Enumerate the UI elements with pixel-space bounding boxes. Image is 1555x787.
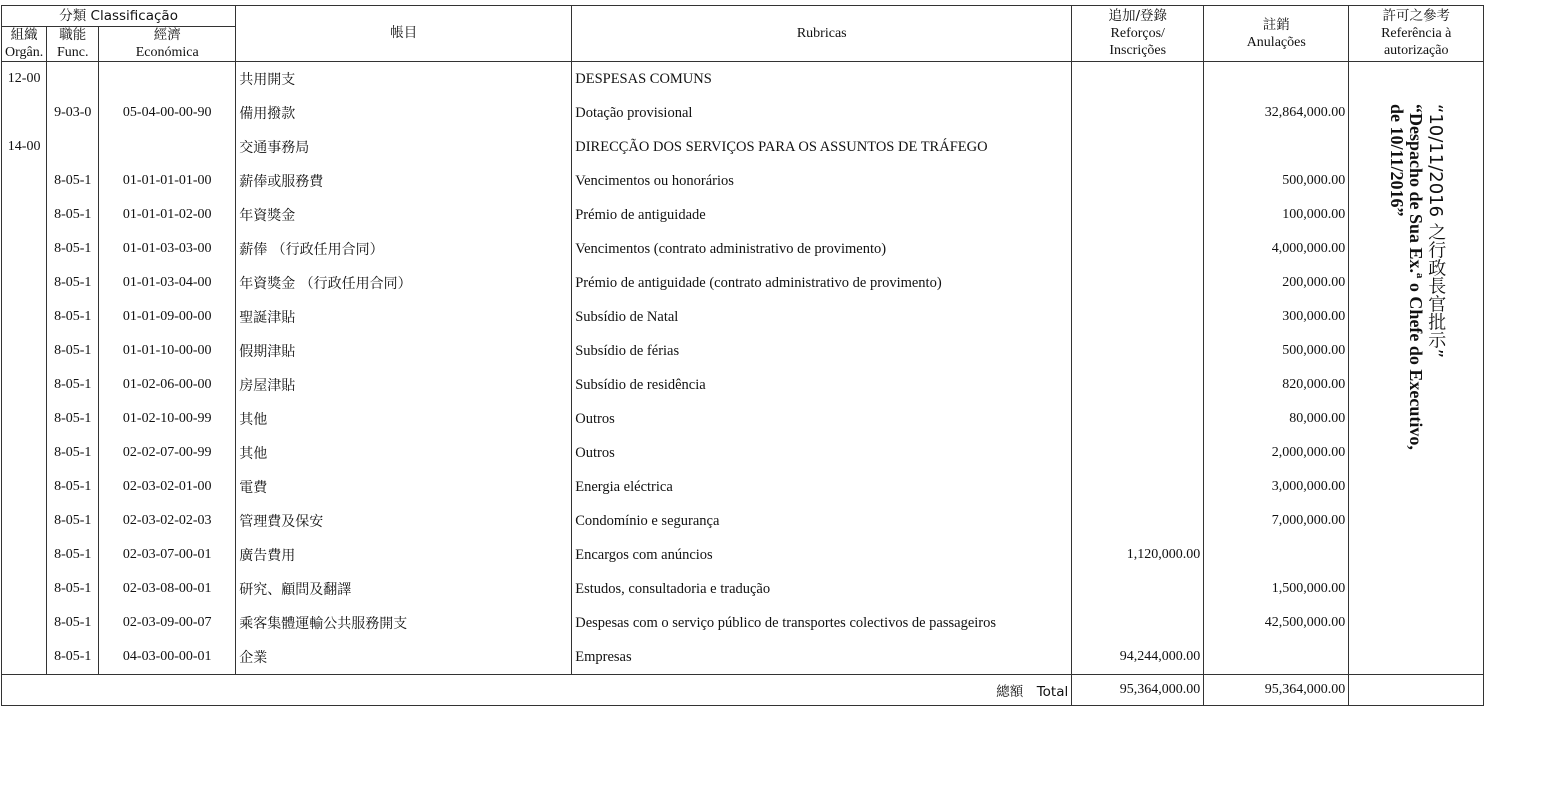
account-name-zh: 假期津貼: [236, 334, 572, 368]
reinforcement-amount: [1072, 130, 1204, 164]
cancellation-amount: 200,000.00: [1204, 266, 1349, 300]
org-code: [2, 504, 47, 538]
account-name-zh: 年資獎金 （行政任用合同）: [236, 266, 572, 300]
reinforcement-amount: [1072, 164, 1204, 198]
table-row: [2, 198, 1484, 232]
authorization-header: 許可之參考 Referência à autorização: [1349, 6, 1484, 62]
cancellation-amount: 100,000.00: [1204, 198, 1349, 232]
rubrica-name: Dotação provisional: [572, 96, 1072, 130]
cancellation-amount: 80,000.00: [1204, 402, 1349, 436]
org-code: [2, 96, 47, 130]
reinforcement-amount: [1072, 470, 1204, 504]
account-name-zh: 其他: [236, 436, 572, 470]
table-row: [2, 130, 1484, 164]
account-name-zh: 交通事務局: [236, 130, 572, 164]
econ-code: 01-01-01-01-00: [99, 164, 236, 198]
cancellation-amount: [1204, 538, 1349, 572]
table-row: [2, 504, 1484, 538]
org-code: [2, 266, 47, 300]
econ-code: 05-04-00-00-90: [99, 96, 236, 130]
account-name-zh: 薪俸 （行政任用合同）: [236, 232, 572, 266]
account-name-zh: 薪俸或服務費: [236, 164, 572, 198]
func-code: 8-05-1: [47, 504, 99, 538]
table-row: [2, 62, 1484, 97]
econ-code: 01-02-06-00-00: [99, 368, 236, 402]
rubrica-name: Empresas: [572, 640, 1072, 675]
rubrica-name: Subsídio de férias: [572, 334, 1072, 368]
account-name-zh: 共用開支: [236, 62, 572, 97]
org-code: [2, 538, 47, 572]
rubrica-name: Encargos com anúncios: [572, 538, 1072, 572]
econ-code: 01-01-03-04-00: [99, 266, 236, 300]
rubrica-name: Estudos, consultadoria e tradução: [572, 572, 1072, 606]
authorization-reference: [1349, 62, 1484, 675]
reinforcement-amount: [1072, 232, 1204, 266]
table-row: [2, 436, 1484, 470]
cancellation-amount: 32,864,000.00: [1204, 96, 1349, 130]
func-header: 職能 Func.: [47, 27, 99, 62]
account-name-zh: 房屋津貼: [236, 368, 572, 402]
table-row: [2, 232, 1484, 266]
org-code: [2, 164, 47, 198]
func-code: 8-05-1: [47, 368, 99, 402]
cancellation-amount: 2,000,000.00: [1204, 436, 1349, 470]
table-row: [2, 538, 1484, 572]
econ-code: 04-03-00-00-01: [99, 640, 236, 675]
cancellation-amount: 1,500,000.00: [1204, 572, 1349, 606]
reinforcement-amount: [1072, 334, 1204, 368]
reinforcement-amount: [1072, 402, 1204, 436]
cancellation-amount: 500,000.00: [1204, 164, 1349, 198]
func-code: [47, 130, 99, 164]
func-code: 8-05-1: [47, 232, 99, 266]
func-code: 8-05-1: [47, 266, 99, 300]
reinforcement-amount: [1072, 572, 1204, 606]
budget-table: [1, 5, 1484, 706]
func-code: 9-03-0: [47, 96, 99, 130]
account-name-zh: 電費: [236, 470, 572, 504]
func-code: [47, 62, 99, 97]
cancellation-amount: 300,000.00: [1204, 300, 1349, 334]
rubrica-name: Prémio de antiguidade (contrato administrativo de provimento): [572, 266, 1072, 300]
table-row: [2, 402, 1484, 436]
reinforcement-amount: [1072, 368, 1204, 402]
table-body: [2, 62, 1484, 706]
econ-code: 02-03-08-00-01: [99, 572, 236, 606]
org-code: 14-00: [2, 130, 47, 164]
func-code: 8-05-1: [47, 402, 99, 436]
reinforcement-amount: [1072, 504, 1204, 538]
econ-code: [99, 130, 236, 164]
account-name-zh: 聖誕津貼: [236, 300, 572, 334]
total-row: [2, 675, 1484, 706]
func-code: 8-05-1: [47, 198, 99, 232]
rubrica-name: Despesas com o serviço público de transportes colectivos de passageiros: [572, 606, 1072, 640]
table-row: [2, 640, 1484, 675]
reinforcement-amount: [1072, 606, 1204, 640]
cancellation-amount: 7,000,000.00: [1204, 504, 1349, 538]
rubrica-name: Outros: [572, 436, 1072, 470]
econ-code: 02-03-09-00-07: [99, 606, 236, 640]
func-code: 8-05-1: [47, 334, 99, 368]
total-label: 總額 Total: [2, 675, 1072, 706]
total-reinforcement: 95,364,000.00: [1072, 675, 1204, 706]
account-header: 帳目: [236, 6, 572, 62]
org-code: [2, 198, 47, 232]
econ-code: 01-01-03-03-00: [99, 232, 236, 266]
rubrica-name: Condomínio e segurança: [572, 504, 1072, 538]
cancellation-amount: 3,000,000.00: [1204, 470, 1349, 504]
econ-code: [99, 62, 236, 97]
org-code: [2, 436, 47, 470]
account-name-zh: 備用撥款: [236, 96, 572, 130]
cancellation-header: 註銷 Anulações: [1204, 6, 1349, 62]
org-header: 組織 Orgân.: [2, 27, 47, 62]
econ-code: 01-01-10-00-00: [99, 334, 236, 368]
econ-code: 01-01-01-02-00: [99, 198, 236, 232]
org-code: [2, 368, 47, 402]
account-name-zh: 其他: [236, 402, 572, 436]
reinforcement-header: 追加/登錄 Reforços/ Inscrições: [1072, 6, 1204, 62]
econ-header: 經濟 Económica: [99, 27, 236, 62]
econ-code: 02-03-02-01-00: [99, 470, 236, 504]
account-name-zh: 年資獎金: [236, 198, 572, 232]
org-code: [2, 572, 47, 606]
authorization-zh: “10/11/2016 之行政長官批示”: [1425, 104, 1447, 359]
cancellation-amount: 500,000.00: [1204, 334, 1349, 368]
rubrica-name: Subsídio de Natal: [572, 300, 1072, 334]
cancellation-amount: [1204, 130, 1349, 164]
total-cancellation: 95,364,000.00: [1204, 675, 1349, 706]
table-row: [2, 164, 1484, 198]
rubrica-name: DIRECÇÃO DOS SERVIÇOS PARA OS ASSUNTOS DE TRÁFEGO: [572, 130, 1072, 164]
reinforcement-amount: [1072, 436, 1204, 470]
rubrica-name: Prémio de antiguidade: [572, 198, 1072, 232]
org-code: [2, 334, 47, 368]
func-code: 8-05-1: [47, 538, 99, 572]
reinforcement-amount: [1072, 96, 1204, 130]
cancellation-amount: 820,000.00: [1204, 368, 1349, 402]
rubrica-name: DESPESAS COMUNS: [572, 62, 1072, 97]
table-row: [2, 266, 1484, 300]
reinforcement-amount: [1072, 266, 1204, 300]
econ-code: 02-03-07-00-01: [99, 538, 236, 572]
reinforcement-amount: [1072, 300, 1204, 334]
org-code: [2, 300, 47, 334]
reinforcement-amount: [1072, 198, 1204, 232]
account-name-zh: 企業: [236, 640, 572, 675]
table-row: [2, 300, 1484, 334]
func-code: 8-05-1: [47, 164, 99, 198]
cancellation-amount: [1204, 62, 1349, 97]
reinforcement-amount: 94,244,000.00: [1072, 640, 1204, 675]
classification-header: 分類 Classificação: [2, 6, 236, 27]
org-code: [2, 640, 47, 675]
table-row: [2, 572, 1484, 606]
func-code: 8-05-1: [47, 606, 99, 640]
econ-code: 01-02-10-00-99: [99, 402, 236, 436]
account-name-zh: 乘客集體運輸公共服務開支: [236, 606, 572, 640]
reinforcement-amount: [1072, 62, 1204, 97]
econ-code: 02-03-02-02-03: [99, 504, 236, 538]
authorization-pt-line2: de 10/11/2016”: [1387, 104, 1408, 217]
table-row: [2, 334, 1484, 368]
rubrica-name: Energia eléctrica: [572, 470, 1072, 504]
func-code: 8-05-1: [47, 572, 99, 606]
account-name-zh: 廣告費用: [236, 538, 572, 572]
func-code: 8-05-1: [47, 300, 99, 334]
org-code: 12-00: [2, 62, 47, 97]
authorization-text: [1387, 104, 1445, 450]
rubrica-name: Vencimentos ou honorários: [572, 164, 1072, 198]
table-row: [2, 606, 1484, 640]
cancellation-amount: [1204, 640, 1349, 675]
account-name-zh: 管理費及保安: [236, 504, 572, 538]
econ-code: 01-01-09-00-00: [99, 300, 236, 334]
authorization-cell-end: [1349, 675, 1484, 706]
func-code: 8-05-1: [47, 436, 99, 470]
table-row: [2, 470, 1484, 504]
rubrica-name: Vencimentos (contrato administrativo de provimento): [572, 232, 1072, 266]
org-code: [2, 232, 47, 266]
table-row: [2, 368, 1484, 402]
cancellation-amount: 4,000,000.00: [1204, 232, 1349, 266]
cancellation-amount: 42,500,000.00: [1204, 606, 1349, 640]
rubrica-name: Subsídio de residência: [572, 368, 1072, 402]
org-code: [2, 402, 47, 436]
org-code: [2, 606, 47, 640]
econ-code: 02-02-07-00-99: [99, 436, 236, 470]
authorization-pt-line1: “Despacho de Sua Ex.ª o Chefe do Executivo,: [1406, 104, 1427, 450]
func-code: 8-05-1: [47, 640, 99, 675]
rubricas-header: Rubricas: [572, 6, 1072, 62]
org-code: [2, 470, 47, 504]
func-code: 8-05-1: [47, 470, 99, 504]
table-row: [2, 96, 1484, 130]
rubrica-name: Outros: [572, 402, 1072, 436]
reinforcement-amount: 1,120,000.00: [1072, 538, 1204, 572]
account-name-zh: 研究、顧問及翻譯: [236, 572, 572, 606]
